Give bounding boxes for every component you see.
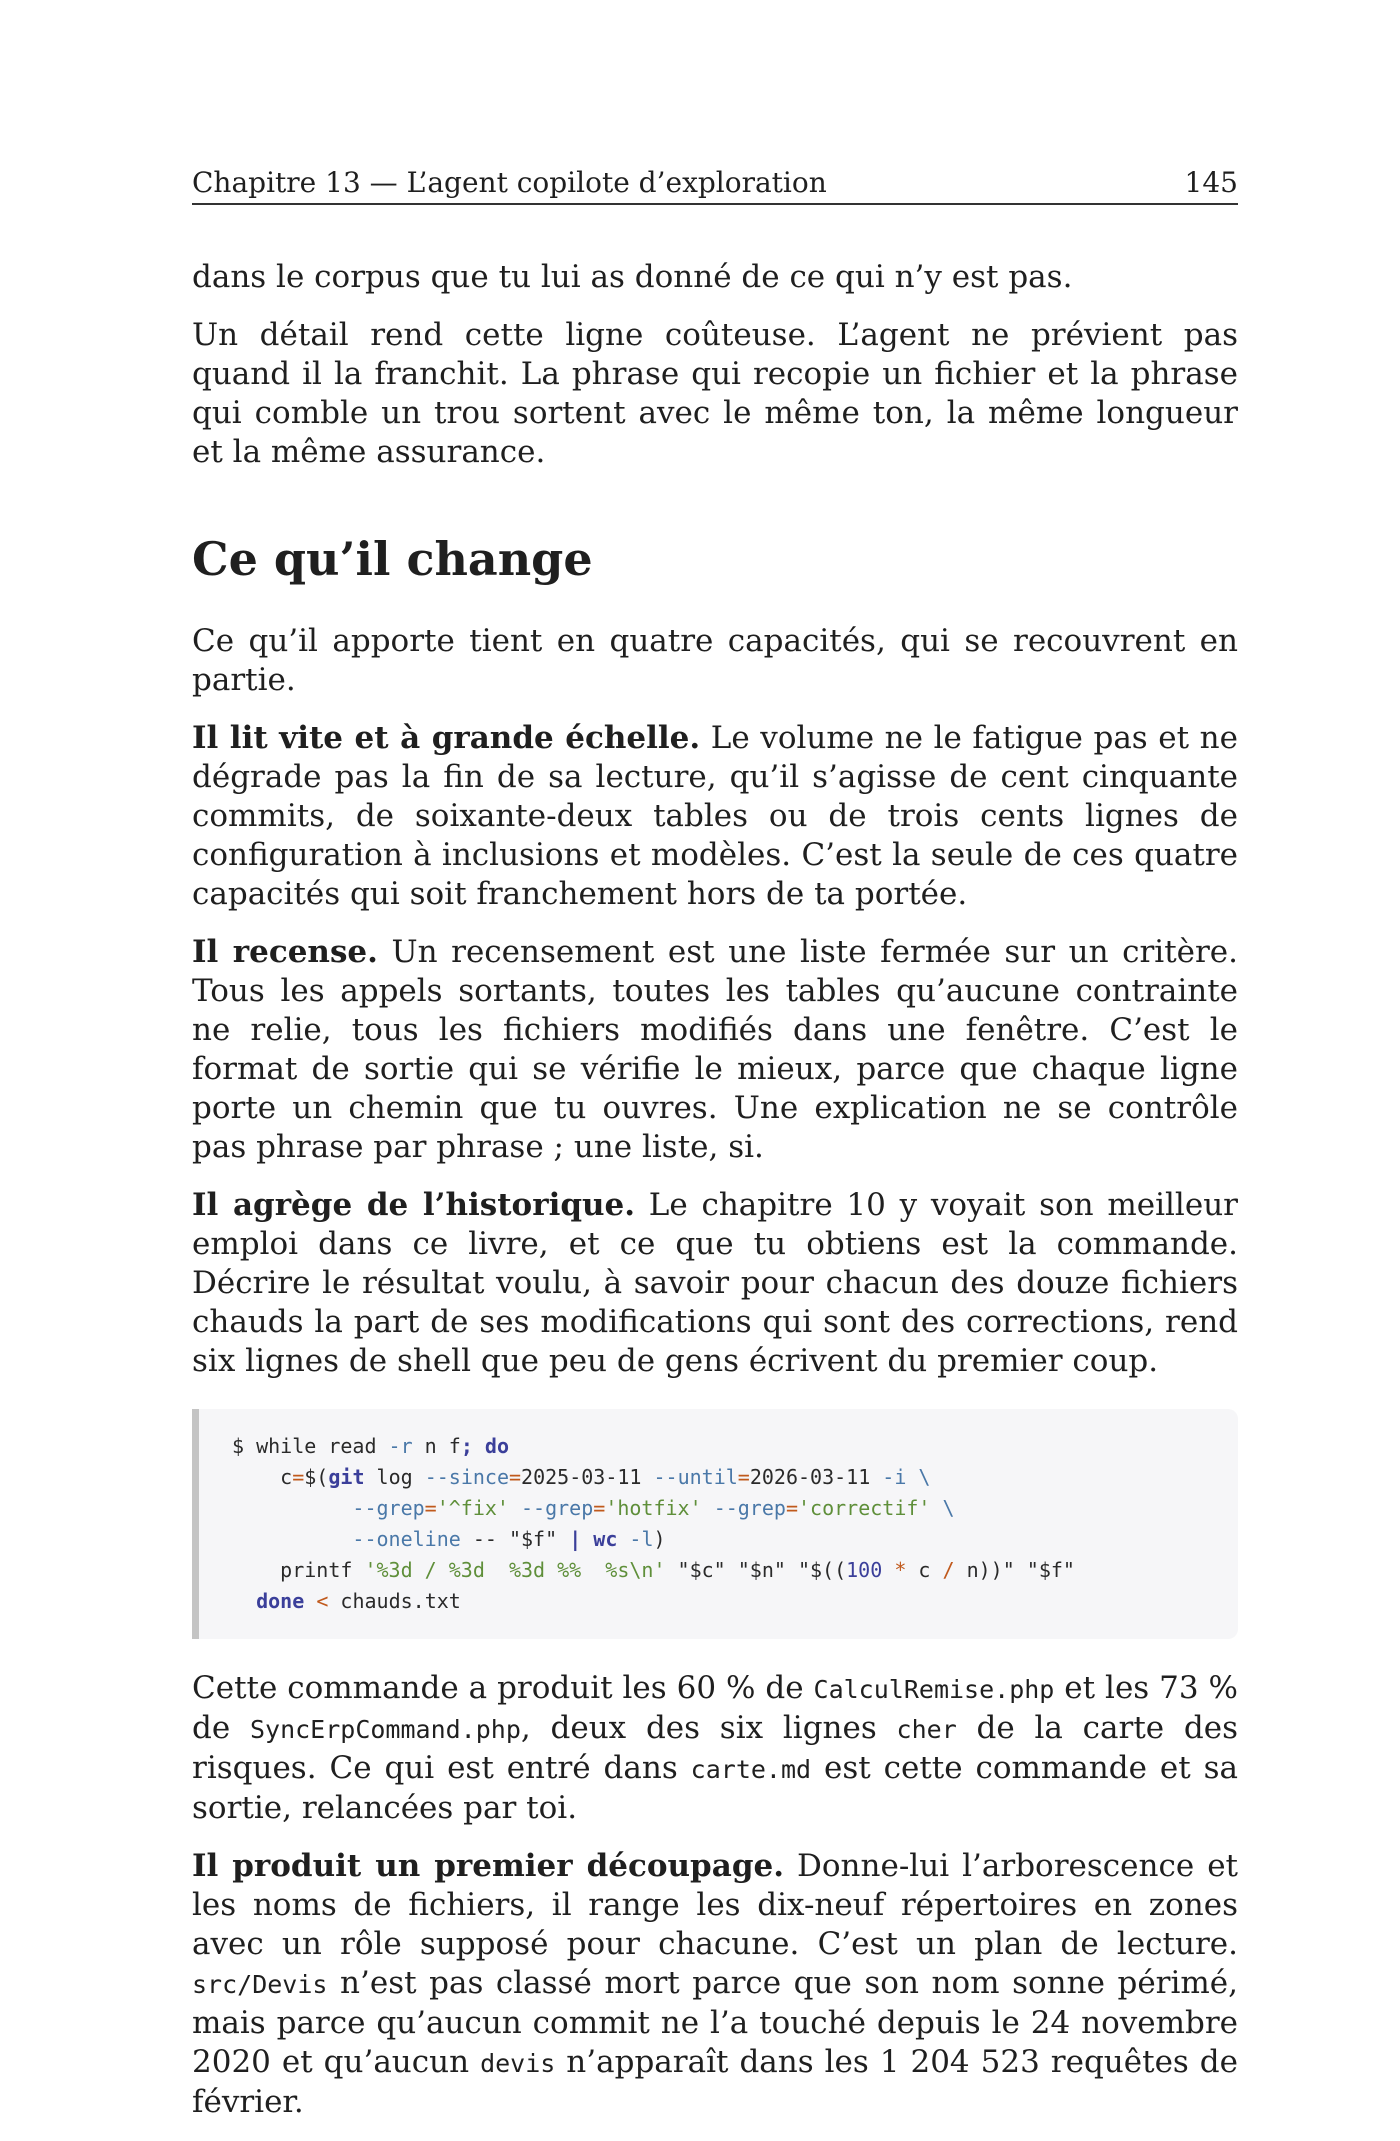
capability-text: Un recensement est une liste fermée sur un critère. Tous les appels sortants, toutes les tables qu’aucune contrainte ne relie, tous les fichiers modifiés dans une fenêtre. C’est le format de sortie qui se vérifie le mieux, parce que chaque ligne porte un chemin que tu ouvres. Une explication ne se contrôle pas phrase par phrase ; une liste, si. — [192, 934, 1239, 1165]
filename-carte: carte.md — [690, 1755, 812, 1784]
paragraph-continuation: dans le corpus que tu lui as donné de ce qui n’y est pas. — [192, 259, 1073, 295]
code-line-6: done < chauds.txt — [256, 1589, 461, 1613]
capability-lead: Il lit vite et à grande échelle. — [192, 720, 701, 756]
section-title: Ce qu’il change — [192, 532, 593, 586]
capability-history — [192, 1186, 1238, 1381]
shell-code-block — [192, 1409, 1238, 1639]
capability-lead: Il produit un premier découpage. — [192, 1848, 785, 1884]
paragraph-intro: Ce qu’il apporte tient en quatre capacités, qui se recouvrent en partie. — [192, 623, 1238, 698]
capability-text: Le chapitre 10 y voyait son meilleur emploi dans ce livre, et ce que tu obtiens est la commande. Décrire le résultat voulu, à savoir pour chacun des douze fichiers chauds la part de ses modifications qui sont des corrections, rend six lignes de shell que peu de gens écrivent du premier coup. — [192, 1187, 1238, 1379]
code-devis: devis — [480, 2049, 556, 2078]
capability-read — [192, 719, 1238, 914]
capability-text: Le volume ne le fatigue pas et ne dégrade pas la fin de sa lecture, qu’il s’agisse de cent cinquante commits, de soixante-deux tables ou de trois cents lignes de configuration à inclusions et modèles. C’est la seule de ces quatre capacités qui soit franchement hors de ta portée. — [192, 720, 1238, 912]
code-line-3: --grep='^fix' --grep='hotfix' --grep='correctif' \ — [352, 1496, 955, 1520]
paragraph-command-result: Cette commande a produit les 60 % de CalculRemise.php et les 73 % de SyncErpCommand.php, deux des six lignes cher de la carte des risques. Ce qui est entré dans carte.md est cette commande et sa sortie, relancées par toi. — [192, 1670, 1238, 1826]
chapter-title: Chapitre 13 — L’agent copilote d’exploration — [192, 166, 827, 199]
page-number: 145 — [1184, 166, 1238, 199]
path-src-devis: src/Devis — [192, 1970, 328, 1999]
code-line-2: c=$(git log --since=2025-03-11 --until=2026-03-11 -i \ — [232, 1465, 931, 1489]
paragraph-detail: Un détail rend cette ligne coûteuse. L’agent ne prévient pas quand il la franchit. La phrase qui recopie un fichier et la phrase qui comble un trou sortent avec le même ton, la même longueur et la même assurance. — [192, 317, 1238, 470]
running-header — [192, 166, 1238, 205]
code-line-4: --oneline -- "$f" | wc -l) — [352, 1527, 666, 1551]
filename-calculremise: CalculRemise.php — [813, 1675, 1055, 1704]
code-cher: cher — [896, 1715, 957, 1744]
page-body — [192, 258, 1238, 2141]
capability-census — [192, 933, 1238, 1167]
capability-lead: Il agrège de l’historique. — [192, 1187, 636, 1223]
capability-split: Il produit un premier découpage. Donne-lui l’arborescence et les noms de fichiers, il range les dix-neuf répertoires en zones avec un rôle supposé pour chacune. C’est un plan de lecture. src/Devis n’est pas classé mort parce que son nom sonne périmé, mais parce qu’aucun commit ne l’a touché depuis le 24 novembre 2020 et qu’aucun devis n’apparaît dans les 1 204 523 requêtes de février. — [192, 1848, 1238, 2120]
filename-syncerpcommand: SyncErpCommand.php — [249, 1715, 521, 1744]
capability-lead: Il recense. — [192, 934, 378, 970]
code-line-5: printf '%3d / %3d %3d %% %s\n' "$c" "$n" "$((100 * c / n))" "$f" — [232, 1558, 1075, 1582]
code-line-1: $ while read -r n f; do — [232, 1434, 509, 1458]
